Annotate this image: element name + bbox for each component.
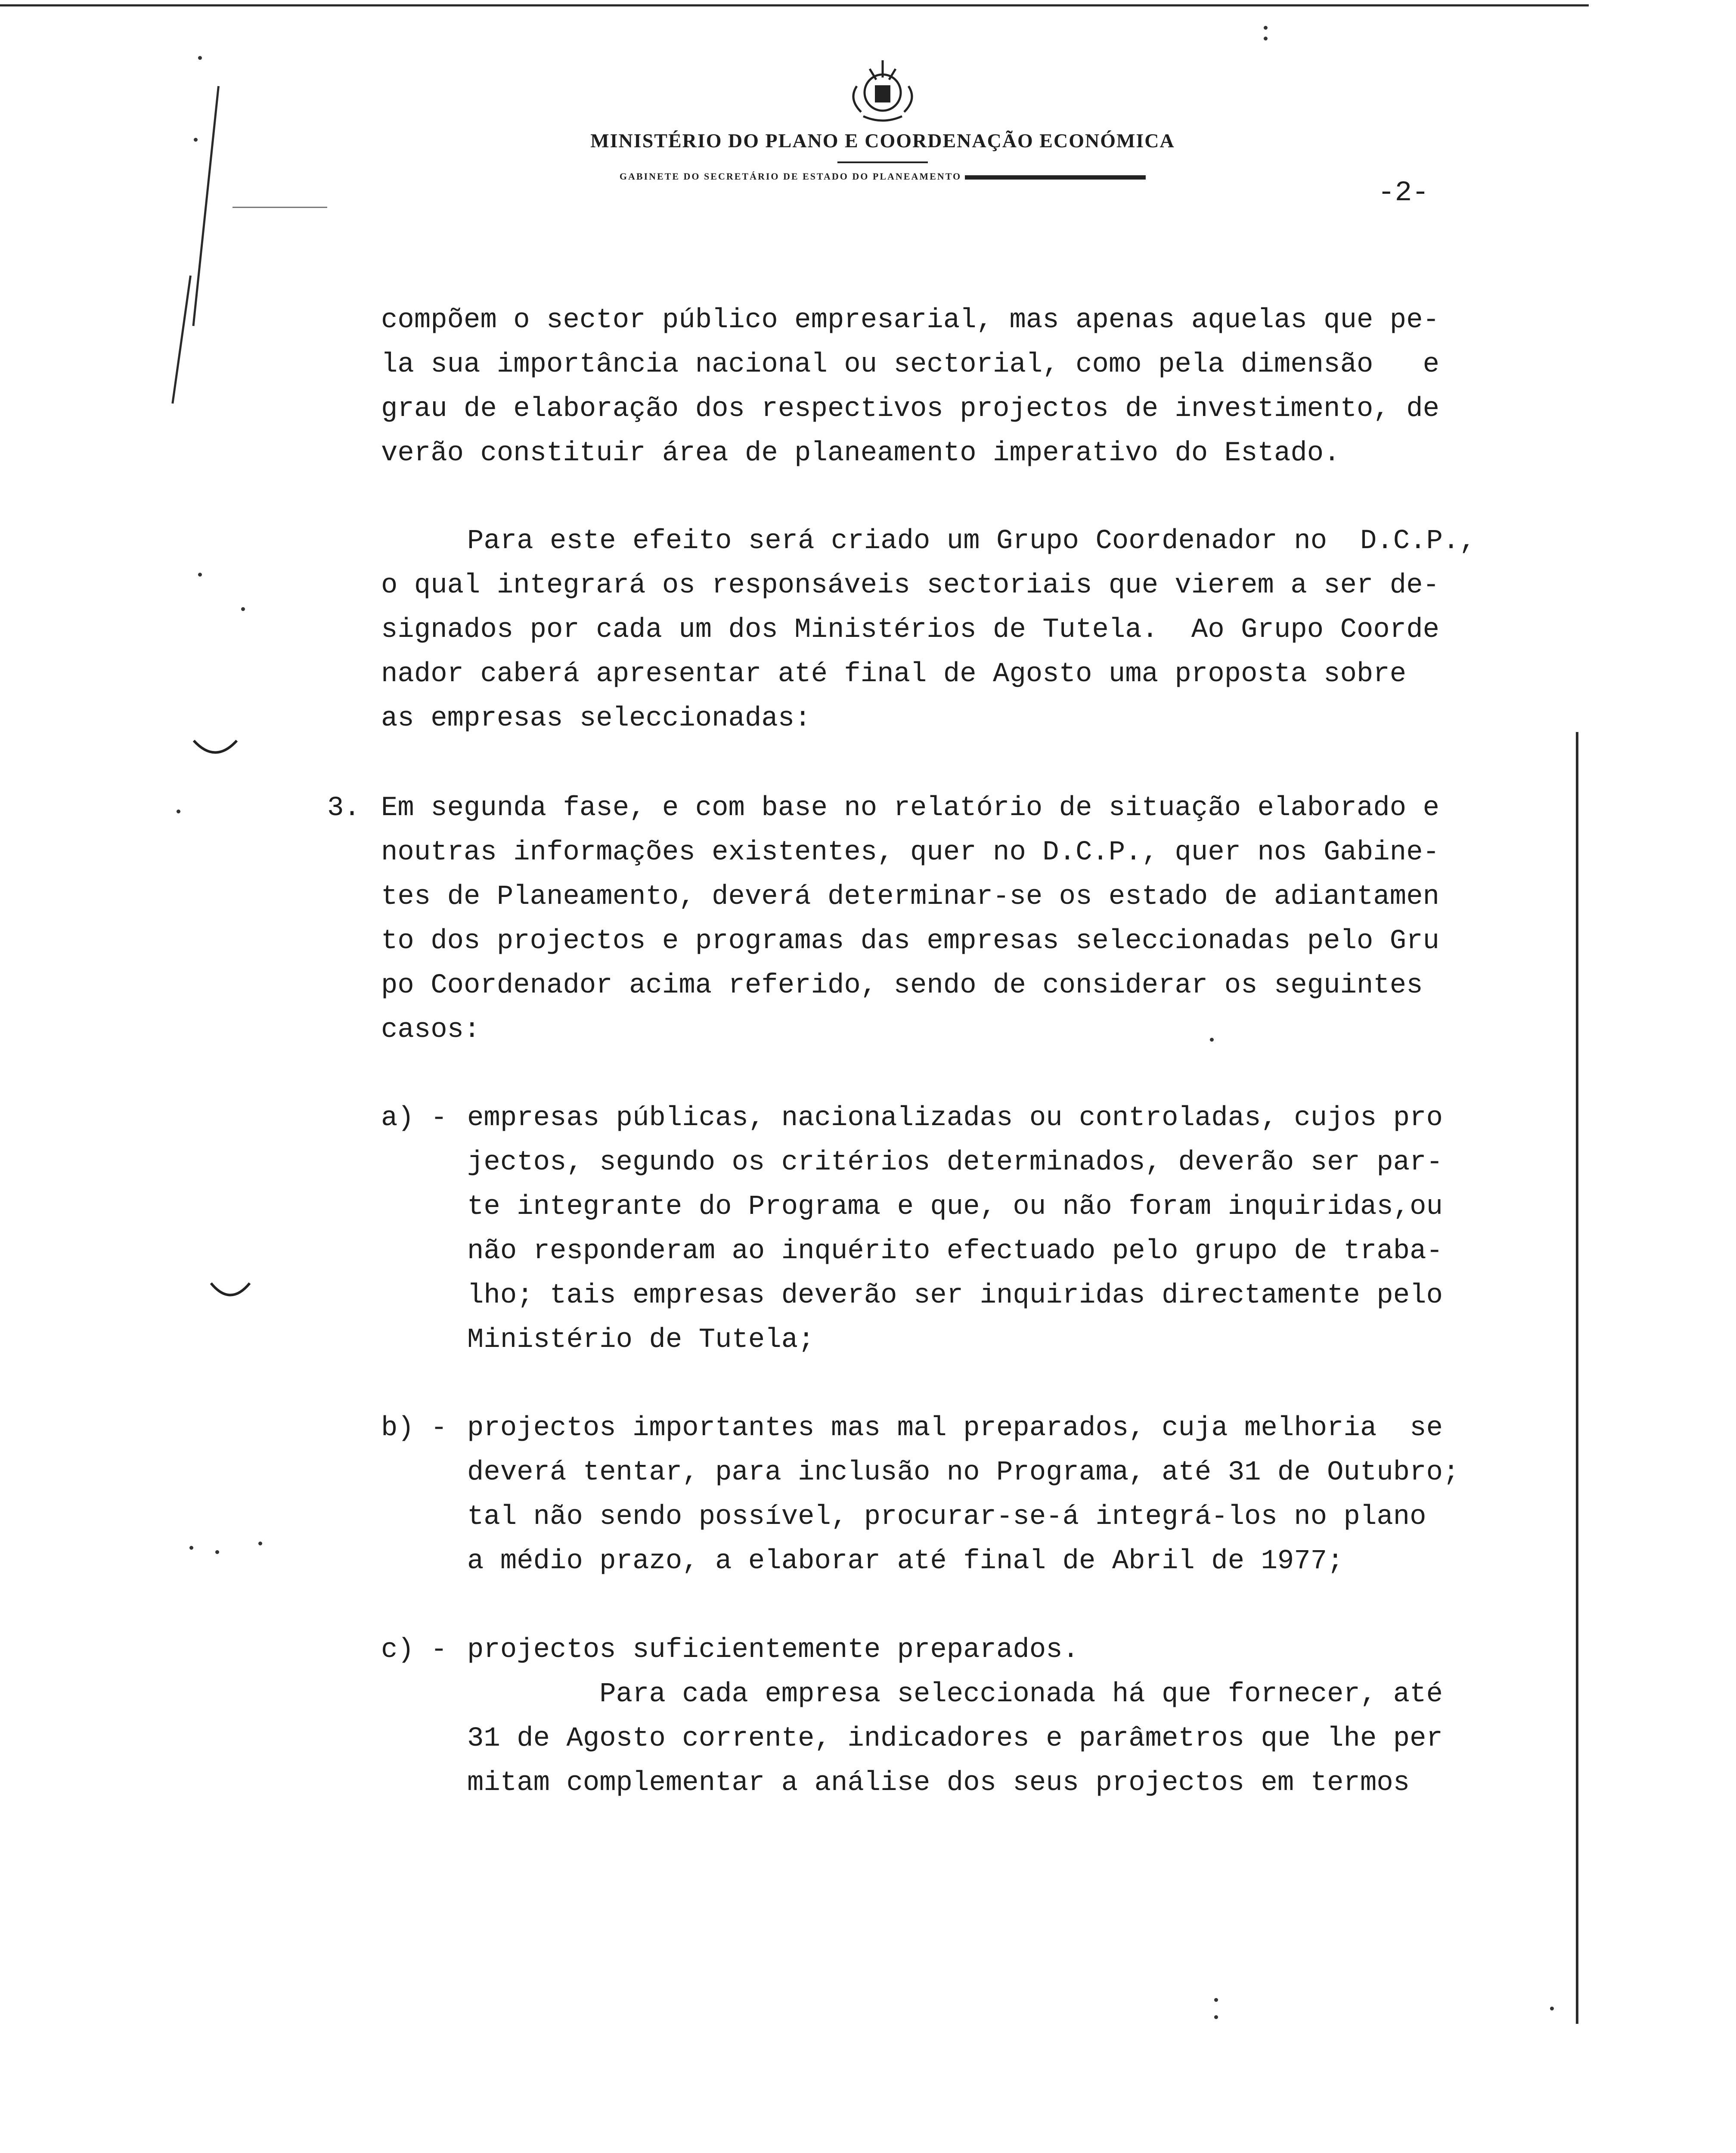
text-line: 31 de Agosto corrente, indicadores e parâmetros que lhe per [467, 1723, 1443, 1754]
header-divider [837, 161, 928, 163]
text-line: la sua importância nacional ou sectorial, como pela dimensão e [381, 349, 1439, 380]
section-number: 3. [327, 793, 360, 824]
text-line: mitam complementar a análise dos seus projectos em termos [467, 1768, 1410, 1799]
text-line: a médio prazo, a elaborar até final de Abril de 1977; [467, 1546, 1344, 1577]
text-line: te integrante do Programa e que, ou não foram inquiridas,ou [467, 1191, 1443, 1222]
page-number: -2- [1378, 177, 1429, 209]
letterhead [474, 52, 1292, 182]
text-line: jectos, segundo os critérios determinados, deverão ser par- [467, 1147, 1443, 1178]
text-line: verão constituir área de planeamento imperativo do Estado. [381, 438, 1340, 469]
text-line: nador caberá apresentar até final de Agosto uma proposta sobre [381, 659, 1407, 690]
text-line: casos: [381, 1014, 480, 1045]
text-line: Para cada empresa seleccionada há que fornecer, até [467, 1679, 1443, 1710]
text-line: signados por cada um dos Ministérios de Tutela. Ao Grupo Coorde [381, 614, 1439, 645]
cabinet-name [474, 171, 1292, 182]
left-margin-punch-mark [189, 732, 241, 766]
text-line: tal não sendo possível, procurar-se-á integrá-los no plano [467, 1502, 1426, 1533]
text-line: o qual integrará os responsáveis sectoriais que vierem a ser de- [381, 570, 1439, 601]
text-line: deverá tentar, para inclusão no Programa, até 31 de Outubro; [467, 1457, 1460, 1488]
left-scan-mark [192, 86, 220, 326]
text-line: grau de elaboração dos respectivos projectos de investimento, de [381, 394, 1439, 425]
text-line: projectos importantes mas mal preparados, cuja melhoria se [467, 1413, 1443, 1444]
struck-out-text [965, 175, 1146, 180]
text-line: po Coordenador acima referido, sendo de considerar os seguintes [381, 970, 1423, 1001]
list-item-label: c) - [381, 1635, 447, 1666]
text-line: Em segunda fase, e com base no relatório de situação elaborado e [381, 793, 1439, 824]
top-scan-border [0, 4, 1589, 6]
text-line: tes de Planeamento, deverá determinar-se os estado de adiantamen [381, 881, 1439, 912]
coat-of-arms-emblem-icon [840, 52, 926, 125]
text-line: projectos suficientemente preparados. [467, 1635, 1079, 1666]
left-margin-punch-mark-lower [207, 1275, 254, 1309]
left-scan-mark-lower [171, 276, 192, 404]
text-line: compõem o sector público empresarial, mas apenas aquelas que pe- [381, 305, 1439, 336]
short-margin-dash [232, 207, 327, 208]
text-line: to dos projectos e programas das empresas seleccionadas pelo Gru [381, 926, 1439, 957]
text-line: Ministério de Tutela; [467, 1325, 815, 1356]
text-line: as empresas seleccionadas: [381, 703, 811, 734]
text-line: lho; tais empresas deverão ser inquiridas directamente pelo [467, 1280, 1443, 1311]
text-line: não responderam ao inquérito efectuado pelo grupo de traba- [467, 1236, 1443, 1267]
list-item-label: b) - [381, 1413, 447, 1444]
text-line: Para este efeito será criado um Grupo Coordenador no D.C.P., [467, 526, 1476, 557]
text-line: noutras informações existentes, quer no D.C.P., quer nos Gabine- [381, 837, 1439, 868]
list-item-label: a) - [381, 1103, 447, 1134]
right-margin-line [1576, 732, 1578, 2024]
text-line: empresas públicas, nacionalizadas ou controladas, cujos pro [467, 1103, 1443, 1134]
ministry-name: MINISTÉRIO DO PLANO E COORDENAÇÃO ECONÓMICA [590, 130, 1175, 152]
cabinet-name-text: GABINETE DO SECRETÁRIO DE ESTADO DO PLANEAMENTO [619, 171, 962, 182]
